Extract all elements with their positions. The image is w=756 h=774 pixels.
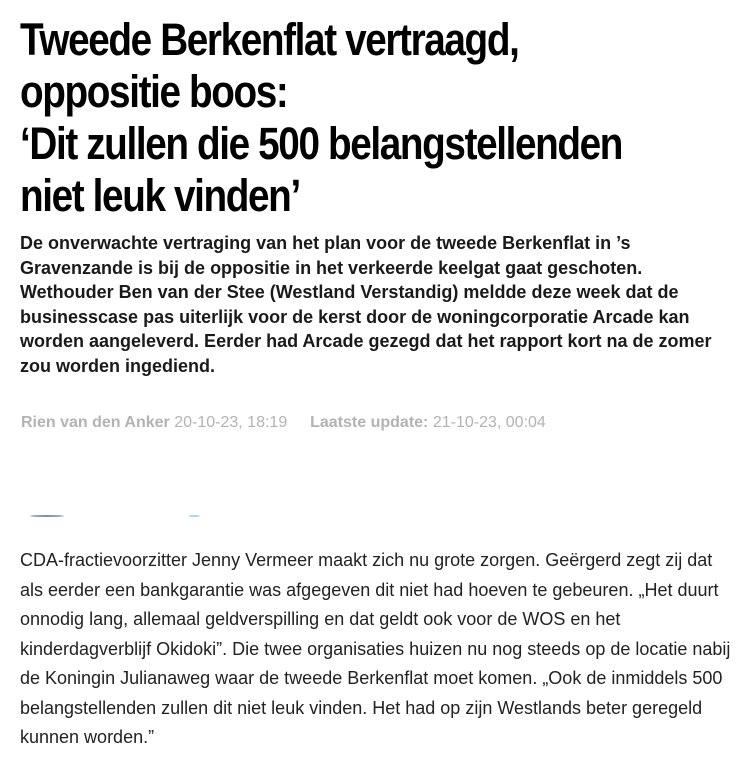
published-date: 20-10-23, 18:19: [174, 414, 288, 431]
article-meta: [21, 414, 546, 432]
author-name[interactable]: Rien van den Anker: [21, 414, 170, 431]
article-headline: [20, 14, 751, 222]
headline-line-1: Tweede Berkenflat vertraagd,: [20, 14, 519, 65]
media-fragment-left: [30, 515, 64, 517]
headline-line-4: niet leuk vinden’: [20, 170, 300, 221]
headline-line-2: oppositie boos:: [20, 66, 288, 117]
updated-date: 21-10-23, 00:04: [432, 414, 546, 431]
article-intro: De onverwachte vertraging van het plan voor de tweede Berkenflat in ’s Gravenzande is bij de oppositie in het verkeerde keelgat gaat geschoten. Wethouder Ben van der Stee (Westland Verstandig) meldde deze week dat de businesscase pas uiterlijk voor de kerst door de woningcorporatie Arcade kan worden aangeleverd. Eerder had Arcade gezegd dat het rapport kort na de zomer zou worden ingediend.: [20, 233, 712, 376]
media-fragment-right: [188, 515, 200, 517]
headline-line-3: ‘Dit zullen die 500 belangstellenden: [20, 118, 623, 169]
media-placeholder: [28, 514, 208, 520]
article-body-paragraph: CDA-fractievoorzitter Jenny Vermeer maakt zich nu grote zorgen. Geërgerd zegt zij dat als eerder een bankgarantie was afgegeven dit niet had hoeven te gebeuren. „Het duurt onnodig lang, allemaal geldverspilling en dat geldt ook voor de WOS en het kinderdagverblijf Okidoki”. Die twee organisaties huizen nu nog steeds op de locatie nabij de Koningin Julianaweg waar de tweede Berkenflat moet komen. „Ook de inmiddels 500 belangstellenden zullen dit niet leuk vinden. Het had op zijn Westlands beter geregeld kunnen worden.”: [20, 550, 731, 747]
update-label: Laatste update:: [310, 414, 429, 431]
